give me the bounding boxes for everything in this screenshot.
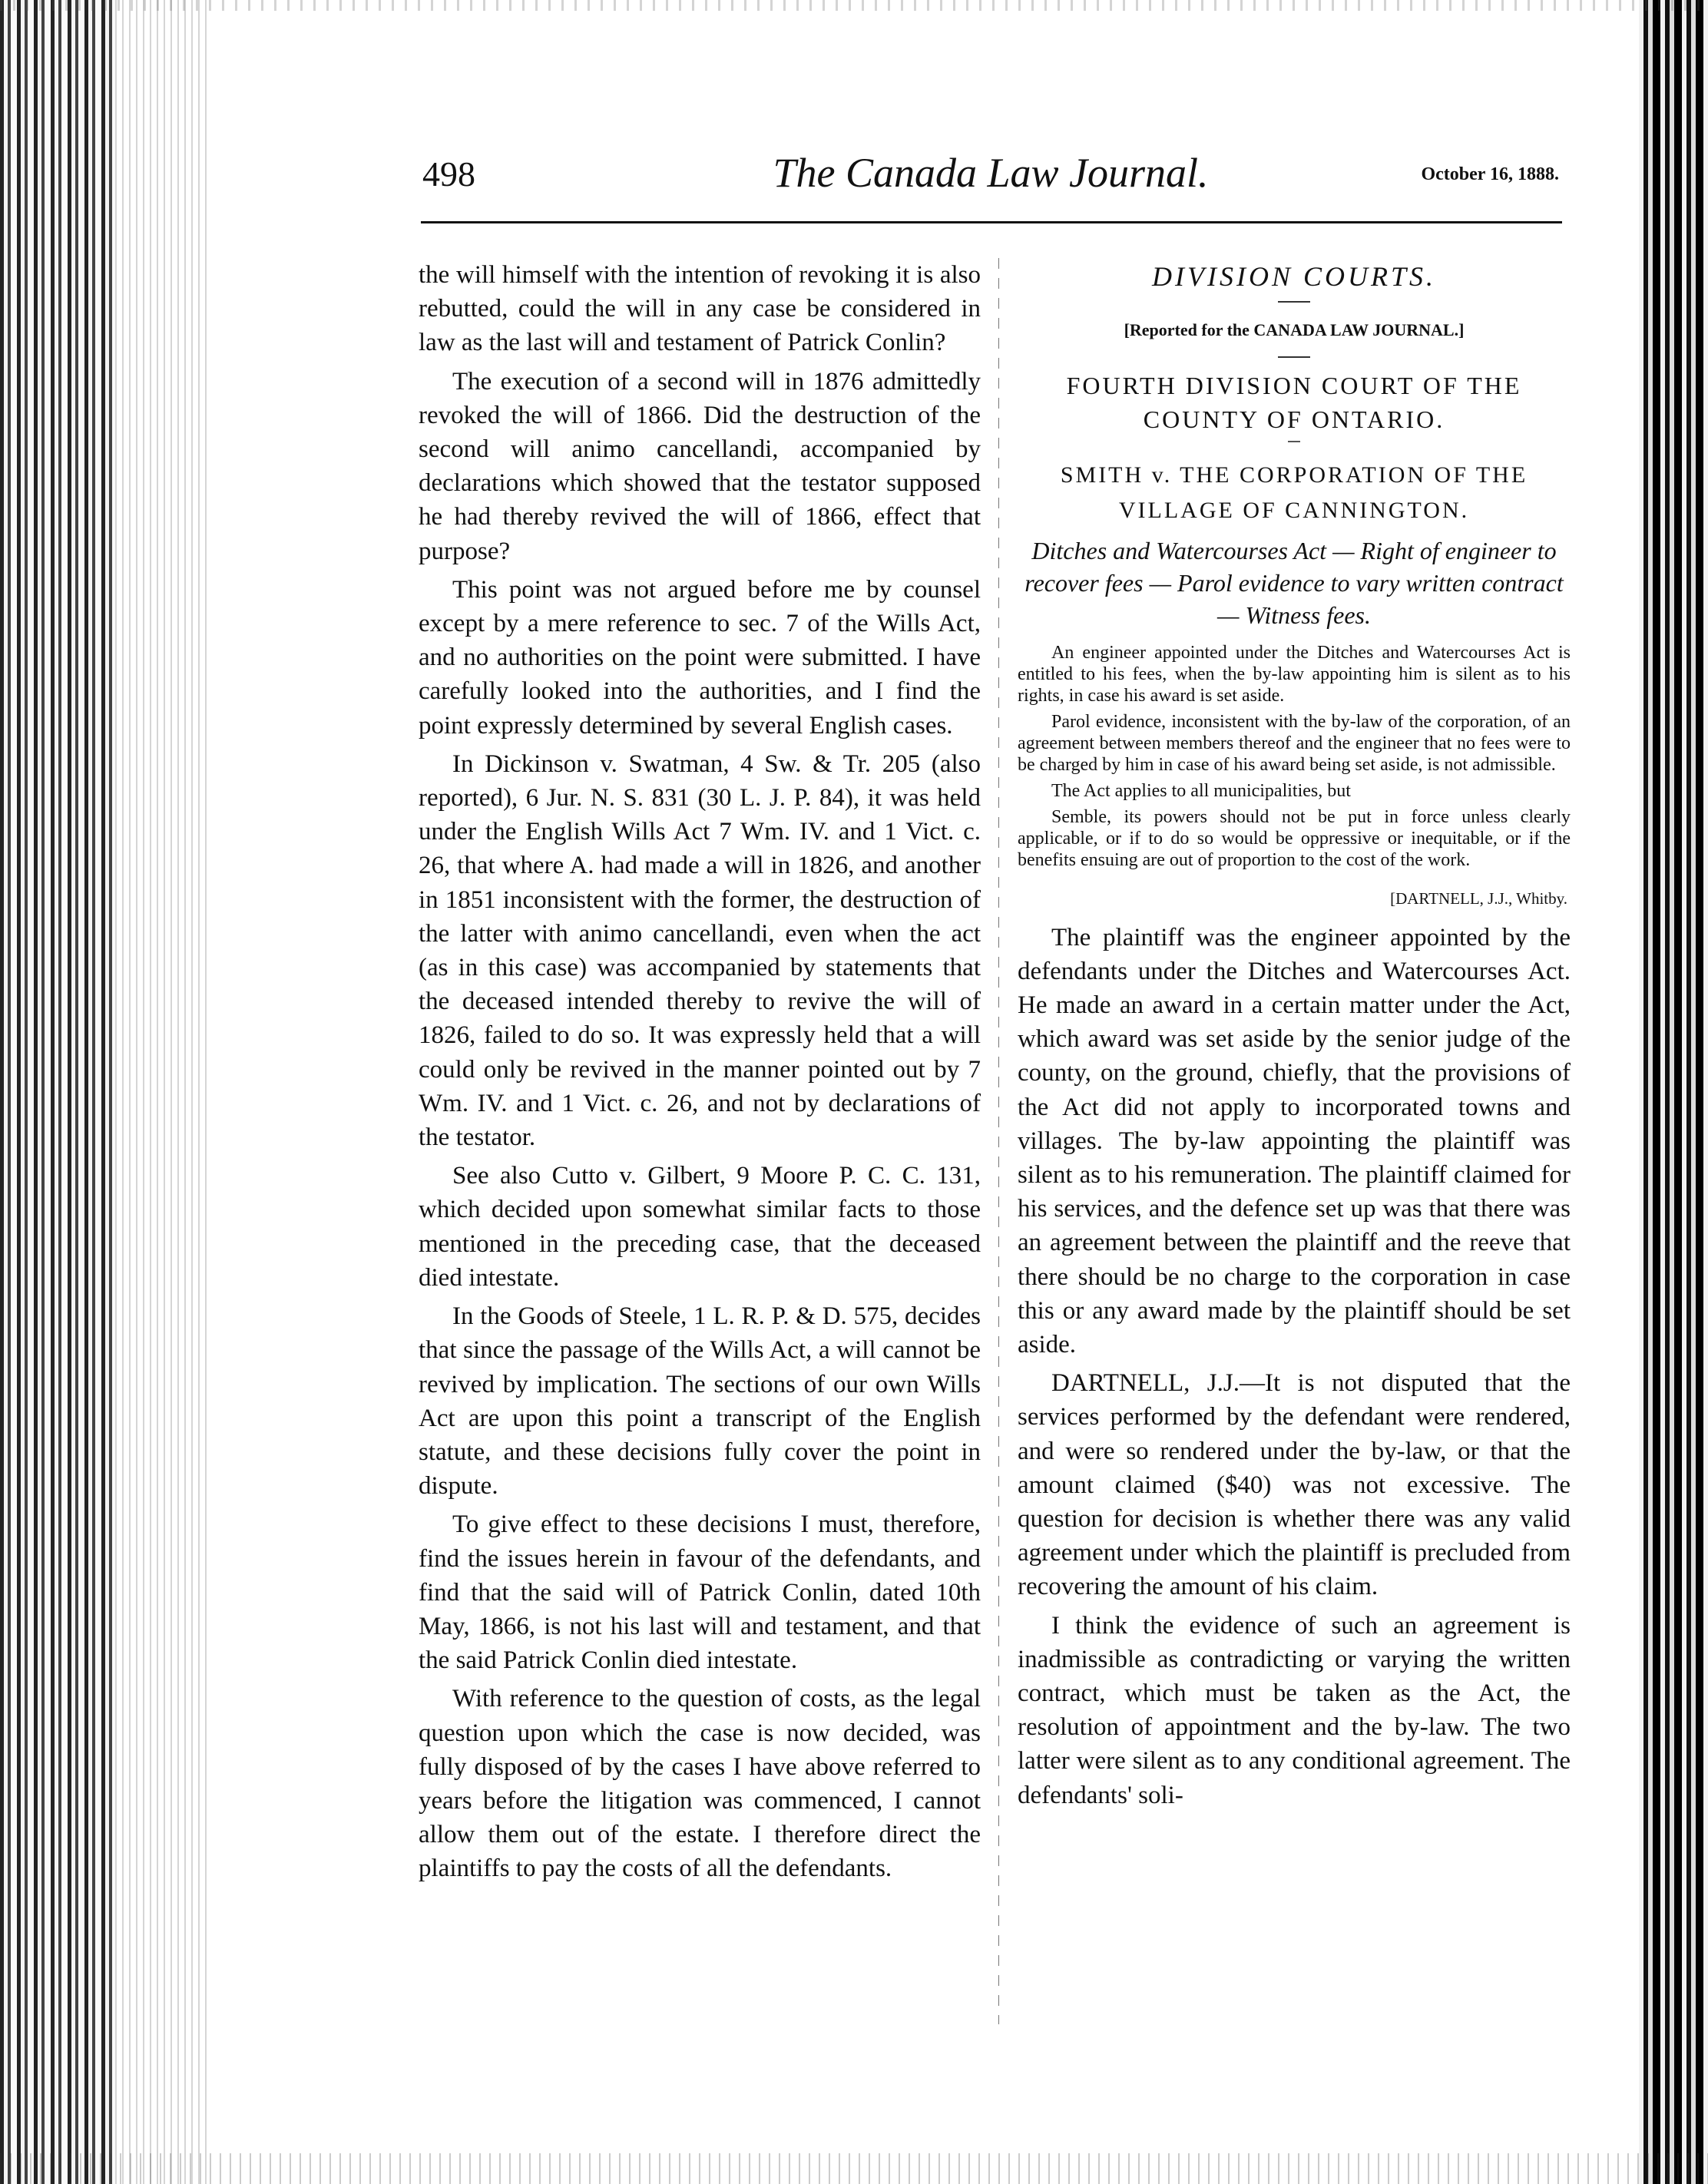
page-number: 498 [422,154,475,194]
header-rule [421,221,1562,223]
paragraph: the will himself with the intention of revoking it is also rebutted, could the will in any case be considered in law as the last will and testament of Patrick Conlin? [419,261,981,357]
ornament-rule [1278,301,1310,303]
paragraph: I think the evidence of such an agreement is inadmissible as contradicting or varying the written contract, which must be taken as the Act, the resolution of appointment and the by-law. The two latter were silent as to any conditional agreement. The defendants' soli- [1018,1611,1571,1809]
left-column [419,258,981,1891]
page-header [422,150,1559,204]
headnote-title: Ditches and Watercourses Act — Right of engineer to recover fees — Parol evidence to vary written contract — Witness fees. [1024,537,1564,630]
case-name: SMITH v. THE CORPORATION OF THE VILLAGE OF CANNINGTON. [1060,462,1528,524]
paragraph: See also Cutto v. Gilbert, 9 Moore P. C. C. 131, which decided upon somewhat similar facts to those mentioned in the preceding case, that the deceased died intestate. [419,1162,981,1292]
paragraph: To give effect to these decisions I must, therefore, find the issues herein in favour of the defendants, and find that the said will of Patrick Conlin, dated 10th May, 1866, is not his last will and testament, and that the said Patrick Conlin died intestate. [419,1511,981,1675]
right-column [1018,258,1571,1817]
paragraph: DARTNELL, J.J.—It is not disputed that the services performed by the defendant were rendered, and were so rendered under the by-law, or that the amount claimed ($40) was not excessive. The question for decision is whether there was any valid agreement under which the plaintiff is precluded from recovering the amount of his claim. [1018,1369,1571,1601]
section-title: DIVISION COURTS. [1152,261,1436,292]
journal-title: The Canada Law Journal. [773,150,1209,196]
reported-line: [Reported for the CANADA LAW JOURNAL.] [1124,320,1465,340]
issue-date: October 16, 1888. [1421,164,1559,184]
paragraph: The execution of a second will in 1876 admittedly revoked the will of 1866. Did the destruction of the second will animo cancellandi, accompanied by declarations which showed that the testator supposed he had thereby revived the will of 1866, effect that purpose? [419,367,981,565]
paragraph: With reference to the question of costs, as the legal question upon which the case is now decided, was fully disposed of by the cases I have above referred to years before the litigation was commenced, I cannot allow them out of the estate. I therefore direct the plaintiffs to pay the costs of all the defendants. [419,1685,981,1883]
paragraph: This point was not argued before me by counsel except by a mere reference to sec. 7 of the Wills Act, and no authorities on the point were submitted. I have carefully looked into the authorities, and I find the point expressly determined by several English cases. [419,575,981,740]
ornament-rule [1278,356,1310,358]
page-edge-shadow [1639,0,1708,2184]
headnote: Semble, its powers should not be put in force unless clearly applicable, or if to do so would be oppressive or inequitable, or if the benefits ensuing are out of proportion to the cost of the work. [1018,807,1571,871]
paragraph: The plaintiff was the engineer appointed by the defendants under the Ditches and Watercourses Act. He made an award in a certain matter under the Act, which award was set aside by the senior judge of the county, on the ground, chiefly, that the provisions of the Act did not apply to incorporated towns and villages. The by-law appointing the plaintiff was silent as to his remuneration. The plaintiff claimed for his services, and the defence set up was that there was an agreement between the plaintiff and the reeve that there should be no charge to the corporation in case this or any award made by the plaintiff should be set aside. [1018,923,1571,1359]
ornament-rule [1288,441,1300,442]
scan-noise-top [0,0,1708,11]
paragraph: In the Goods of Steele, 1 L. R. P. & D. 575, decides that since the passage of the Wills Act, a will cannot be revived by implication. The sections of our own Wills Act are upon this point a transcript of the English statute, and these decisions fully cover the point in dispute. [419,1302,981,1501]
headnote: Parol evidence, inconsistent with the by-law of the corporation, of an agreement between members thereof and the engineer that no fees were to be charged by him in case of his award being set aside, is not admissible. [1018,712,1571,776]
scan-noise-bottom [0,2153,1708,2184]
column-divider [998,258,999,2024]
headnote: An engineer appointed under the Ditches and Watercourses Act is entitled to his fees, when the by-law appointing him is silent as to his rights, in case his award is set aside. [1018,643,1571,706]
judge-citation: [DARTNELL, J.J., Whitby. [1390,889,1567,908]
book-binding-edge [0,0,115,2184]
court-name: FOURTH DIVISION COURT OF THE COUNTY OF ONTARIO. [1066,372,1522,434]
headnote: The Act applies to all municipalities, but [1051,781,1351,802]
paragraph: In Dickinson v. Swatman, 4 Sw. & Tr. 205 (also reported), 6 Jur. N. S. 831 (30 L. J. P. 84), it was held under the English Wills Act 7 Wm. IV. and 1 Vict. c. 26, that where A. had made a will in 1826, and another in 1851 inconsistent with the former, the destruction of the latter with animo cancellandi, even when the act (as in this case) was accompanied by statements that the deceased intended thereby to revive the will of 1826, failed to do so. It was expressly held that a will could only be revived in the manner pointed out by 7 Wm. IV. and 1 Vict. c. 26, and not by declarations of the testator. [419,750,981,1152]
